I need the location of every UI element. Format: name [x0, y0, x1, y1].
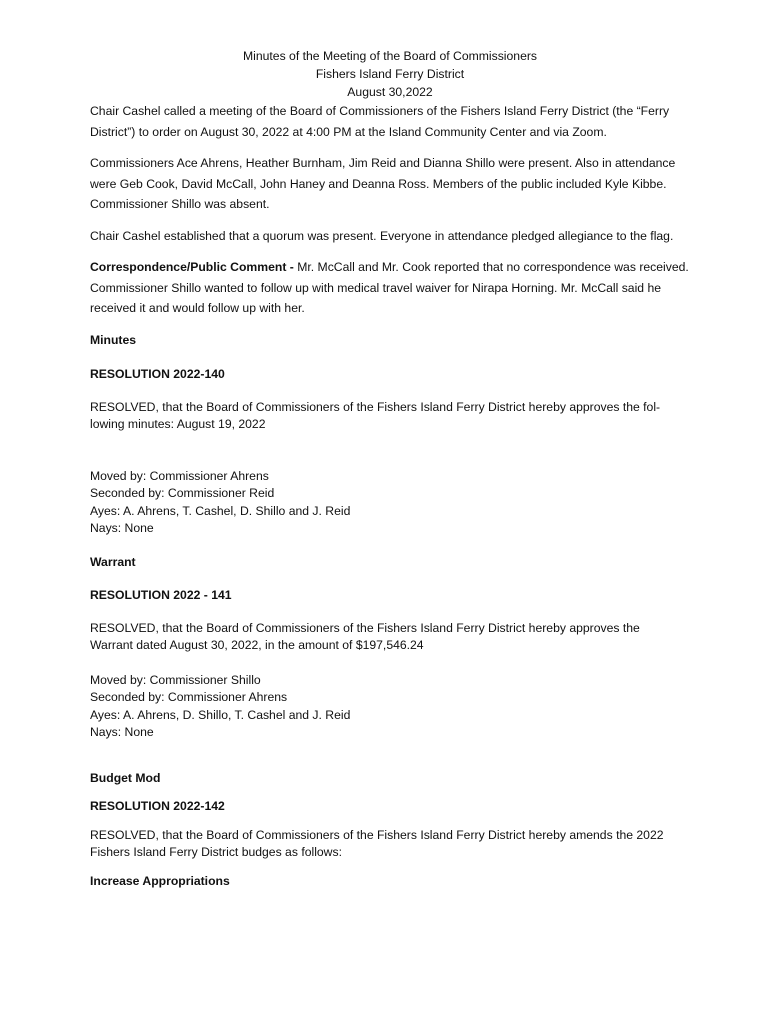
call-to-order-paragraph: Chair Cashel called a meeting of the Board of Commissioners of the Fishers Island Ferry District (the “Ferry District”) to order on August 30, 2022 at 4:00 PM at the Island Community Center and via Zoom.: [90, 104, 670, 139]
attendance-paragraph: Commissioners Ace Ahrens, Heather Burnham, Jim Reid and Dianna Shillo were present. Also in attendance were Geb Cook, David McCall, John Haney and Deanna Ross. Members of the public included Kyle Kibbe. Commissioner Shillo was absent.: [90, 156, 676, 211]
moved-by: Moved by: Commissioner Shillo: [90, 672, 261, 687]
seconded-by: Seconded by: Commissioner Reid: [90, 486, 275, 500]
resolution-140-title: RESOLUTION 2022-140: [90, 367, 225, 381]
resolution-140-line-1: RESOLVED, that the Board of Commissioners of the Fishers Island Ferry District hereby approves the fol-: [90, 399, 661, 414]
budget-mod-heading: Budget Mod: [90, 770, 161, 785]
resolution-142-text: [90, 827, 690, 862]
correspondence-paragraph: [90, 257, 690, 319]
nays: Nays: None: [90, 521, 154, 535]
warrant-heading: Warrant: [90, 554, 136, 569]
nays: Nays: None: [90, 725, 154, 739]
resolution-141-vote: [90, 672, 690, 742]
ayes: Ayes: A. Ahrens, D. Shillo, T. Cashel and J. Reid: [90, 707, 351, 722]
quorum-paragraph: Chair Cashel established that a quorum was present. Everyone in attendance pledged allegiance to the flag.: [90, 228, 674, 243]
correspondence-text: Mr. McCall and Mr. Cook reported that no correspondence was received. Commissioner Shillo wanted to follow up with medical travel waiver for Nirapa Horning. Mr. McCall said he received it and would follow up with her.: [90, 260, 689, 315]
resolution-140-line-2: lowing minutes: August 19, 2022: [90, 417, 266, 431]
seconded-by: Seconded by: Commissioner Ahrens: [90, 690, 288, 704]
minutes-heading: Minutes: [90, 332, 137, 347]
document-header: [90, 47, 690, 101]
resolution-141-line-2: Warrant dated August 30, 2022, in the amount of $197,546.24: [90, 638, 424, 652]
header-title: Minutes of the Meeting of the Board of Commissioners: [243, 49, 537, 63]
document-page: [90, 47, 690, 891]
resolution-140-text: [90, 399, 690, 434]
correspondence-label: Correspondence/Public Comment -: [90, 260, 294, 274]
resolution-140-vote: [90, 468, 690, 538]
resolution-142-line-1: RESOLVED, that the Board of Commissioners of the Fishers Island Ferry District hereby amends the 2022: [90, 827, 664, 842]
resolution-141-title: RESOLUTION 2022 - 141: [90, 588, 232, 602]
moved-by: Moved by: Commissioner Ahrens: [90, 468, 269, 483]
resolution-141-line-1: RESOLVED, that the Board of Commissioners of the Fishers Island Ferry District hereby approves the: [90, 620, 640, 635]
ayes: Ayes: A. Ahrens, T. Cashel, D. Shillo and J. Reid: [90, 503, 351, 518]
header-date: August 30,2022: [347, 85, 433, 99]
header-district: Fishers Island Ferry District: [315, 67, 465, 81]
resolution-142-line-2: Fishers Island Ferry District budges as follows:: [90, 845, 342, 859]
resolution-142-title: RESOLUTION 2022-142: [90, 799, 225, 813]
increase-appropriations-heading: Increase Appropriations: [90, 873, 230, 888]
resolution-141-text: [90, 620, 690, 655]
